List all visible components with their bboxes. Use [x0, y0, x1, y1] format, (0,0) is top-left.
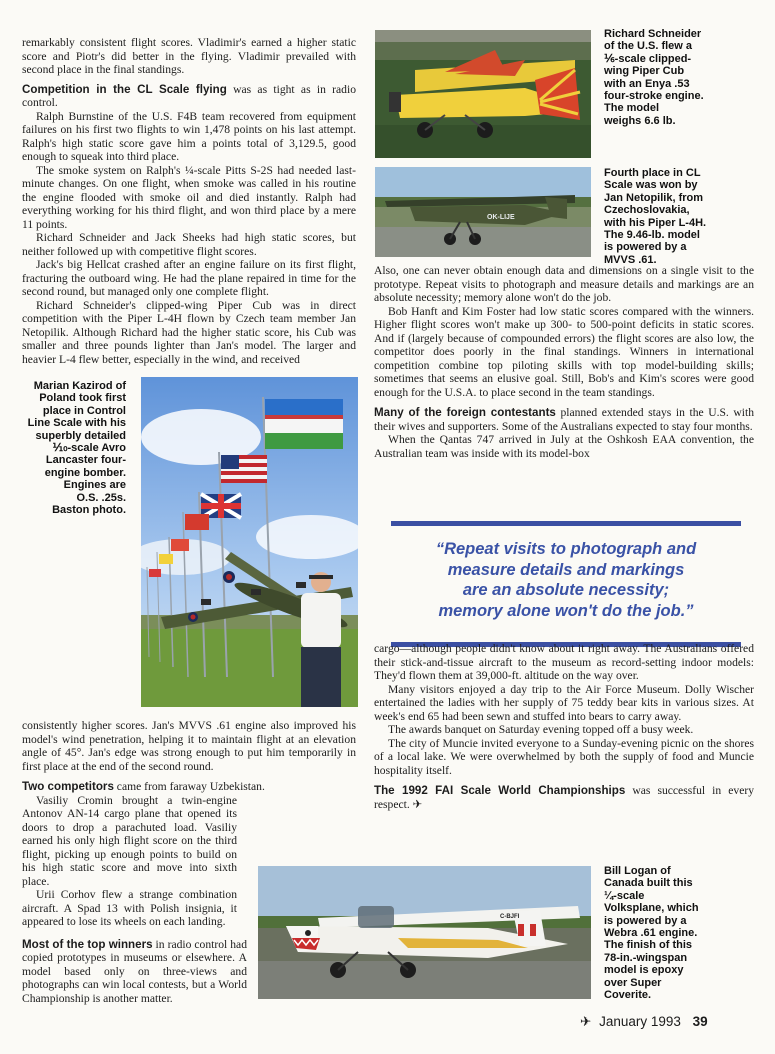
caption-line: Richard Schneider — [604, 28, 702, 40]
pull-quote-text — [391, 526, 741, 621]
caption-line: Fourth place in CL — [604, 167, 701, 179]
caption-line: Volksplane, which — [604, 902, 699, 915]
caption-line: ⅒-scale Avro — [52, 442, 126, 455]
lancaster-photo — [141, 377, 358, 707]
paragraph: Jack's big Hellcat crashed after an engine failure on its first flight, fracturing the outboard wing. He had the plane repaired in time for the second round, but managed only one complete flight. — [22, 258, 356, 298]
pull-quote — [391, 521, 741, 647]
caption-line: over Super — [604, 976, 662, 989]
paragraph: remarkably consistent flight scores. Vladimir's earned a higher static score and Piotr's did better in the flying. Vladimir prevailed with second place in the final standings. — [22, 36, 356, 76]
paragraph: Urii Corhov flew a strange combination aircraft. A Spad 13 with Polish insignia, it appeared to lose its wheels on each landing. — [22, 888, 237, 928]
airplane-icon: ✈ — [580, 1014, 592, 1029]
paragraph — [22, 83, 356, 110]
paragraph — [22, 938, 247, 1006]
paragraph: When the Qantas 747 arrived in July at the Oshkosh EAA convention, the Australian team was inside with its model-box — [374, 433, 754, 460]
paragraph: Many visitors enjoyed a day trip to the Air Force Museum. Dolly Wischer entertained the ladies with her supply of 75 teddy bear kits in various sizes. At week's end 65 had been sewn and stuffed into bears to carry away. — [374, 682, 754, 723]
caption-line: four-stroke engine. — [604, 90, 704, 103]
caption-line: with an Enya .53 — [604, 77, 690, 90]
pull-quote-line: are an absolute necessity; — [462, 581, 670, 599]
paragraph — [22, 780, 356, 794]
paragraph-text: was as tight as in radio control. — [22, 82, 356, 109]
caption-line: ¼-scale — [604, 889, 645, 902]
caption-line: Scale was won by — [604, 179, 698, 192]
run-in-head: Two competitors — [22, 780, 114, 793]
caption-line: weighs 6.6 lb. — [604, 114, 676, 127]
volksplane-photo — [258, 866, 591, 999]
paragraph: The smoke system on Ralph's ¼-scale Pitts S-2S had needed last-minute changes. On one flight, when smoke was called in his routine the engine flooded with smoke oil and died instantly. Ralph had everything working for his third flight, and won third place by a mere 11 points. — [22, 163, 356, 231]
caption-line: of the U.S. flew a — [604, 40, 693, 53]
caption-line: Line Scale with his — [27, 417, 126, 430]
volks-registration: C-BJFI — [500, 914, 520, 920]
caption-line: Baston photo. — [52, 504, 126, 517]
caption-line: Lancaster four- — [45, 454, 126, 467]
pull-quote-line: “Repeat visits to photograph and — [435, 540, 697, 558]
caption-line: Canada built this — [604, 877, 693, 890]
caption-line: Marian Kazirod of — [33, 380, 126, 392]
caption-line: Jan Netopilik, from — [604, 191, 704, 204]
paragraph: Ralph Burnstine of the U.S. F4B team recovered from equipment failures on his first two flights to win 1,478 points on his last attempt. Ralph's high static score gave him a points total of 3,129.5, good enough to squeak into third place. — [22, 109, 356, 163]
caption-line: with his Piper L-4H. — [604, 216, 707, 229]
caption-line: 78-in.-wingspan — [604, 951, 688, 964]
caption-line: O.S. .25s. — [76, 491, 126, 504]
caption-line: is powered by a — [604, 914, 687, 927]
right-column-bottom — [374, 642, 754, 811]
piper-cub-photo — [375, 30, 591, 158]
caption-line: The finish of this — [604, 939, 692, 952]
piper-l4h-photo — [375, 167, 591, 257]
caption-line: wing Piper Cub — [604, 65, 685, 78]
cub-caption — [604, 28, 764, 127]
right-column-top — [374, 264, 754, 460]
paragraph: cargo—although people didn't know about it right away. The Australians offered their stick-and-tissue aircraft to the museum as record-setting indoor models: They'd flown them at 39,000-ft. altitude on the way over. — [374, 642, 754, 682]
issue-date: January 1993 — [599, 1014, 681, 1029]
paragraph: Richard Schneider's clipped-wing Piper Cub was in direct competition with the Piper L-4H flown by Czech team member Jan Netopilik. Although Richard had the higher static score, his Cub was smaller and three pounds lighter than Jan's model. The larger and heavier L-4 flew better, especially in the wind, and received — [22, 298, 356, 366]
pull-quote-line: memory alone won't do the job.” — [438, 601, 694, 620]
run-in-head: Most of the top winners — [22, 937, 153, 951]
run-in-head: The 1992 FAI Scale World Championships — [374, 784, 626, 797]
caption-line: is powered by a — [604, 241, 687, 254]
caption-line: Webra .61 engine. — [604, 927, 698, 940]
left-column-top — [22, 36, 356, 366]
pull-quote-line: measure details and markings — [447, 560, 685, 579]
paragraph: The awards banquet on Saturday evening topped off a busy week. — [388, 723, 694, 736]
piper-registration: OK-LIJE — [487, 214, 515, 221]
run-in-head: Many of the foreign contestants — [374, 406, 556, 419]
paragraph: The city of Muncie invited everyone to a Sunday-evening picnic on the shores of a local lake. We were overwhelmed by both the supply of food and Muncie hospitality itself. — [374, 736, 754, 777]
caption-line: The model — [604, 102, 660, 115]
caption-line: place in Control — [42, 404, 126, 417]
end-mark-icon: ✈ — [412, 797, 423, 811]
lancaster-caption — [22, 380, 126, 516]
paragraph-text: in radio control had copied prototypes in museums or elsewhere. A model based only on three-views and photographs can win local contests, but a World Championship is another matter. — [22, 937, 247, 1005]
caption-line: superbly detailed — [35, 429, 126, 442]
caption-line: Bill Logan of — [604, 865, 671, 877]
caption-line: The 9.46-lb. model — [604, 229, 700, 242]
paragraph — [374, 406, 754, 433]
volksplane-caption — [604, 865, 764, 1001]
caption-line: ⅙-scale clipped- — [604, 52, 692, 65]
run-in-head: Competition in the CL Scale flying — [22, 82, 227, 96]
paragraph: consistently higher scores. Jan's MVVS .61 engine also improved his model's wind penetration, helping it to maintain flight at an elevation angle of 45°. Jan's edge was strong enough to put him temporarily in first place at the end of the second round. — [22, 719, 356, 773]
caption-line: engine bomber. — [44, 466, 126, 479]
paragraph: Bob Hanft and Kim Foster had low static scores compared with the winners. Higher flight scores won't make up 300- to 500-point deficits in static scores. And if (largely because of compounded errors) the flight scores are also low, the competitor does poorly in the final standings. Winners in international competition combine top piloting skills with top model-building skills; sometimes that seems an elusive goal. Still, Bob's and Kim's scores were good enough for the U.S.A. to place second in the team standings. — [374, 304, 754, 399]
caption-line: Poland took first — [39, 392, 126, 405]
piper-caption — [604, 167, 764, 266]
paragraph — [374, 784, 754, 811]
paragraph-text: came from faraway Uzbekistan. — [113, 780, 265, 793]
paragraph: Richard Schneider and Jack Sheeks had high static scores, but neither followed up with competitive flight scores. — [22, 231, 356, 258]
page-footer — [580, 1014, 760, 1030]
caption-line: MVVS .61. — [604, 253, 657, 266]
caption-line: model is epoxy — [604, 964, 684, 977]
caption-line: Czechoslovakia, — [604, 204, 690, 217]
paragraph-text: planned extended stays in the U.S. with their wives and supporters. Some of the Australians expected to stay four months. — [374, 406, 754, 433]
paragraph: Vasiliy Cromin brought a twin-engine Antonov AN-14 cargo plane that opened its doors to drop a parachuted load. Vasiliy earned his only high flight score on the third flight, picking up enough points to build on his high static score and move into sixth place. — [22, 793, 237, 888]
page-number: 39 — [692, 1014, 708, 1029]
paragraph-text: was successful in every respect. — [374, 784, 754, 811]
caption-line: Coverite. — [604, 989, 652, 1002]
paragraph: Also, one can never obtain enough data and dimensions on a single visit to the prototype. Repeat visits to photograph and measure details and markings are an absolute necessity; memory alone won't do the job. — [374, 264, 754, 304]
caption-line: Engines are — [63, 479, 126, 492]
